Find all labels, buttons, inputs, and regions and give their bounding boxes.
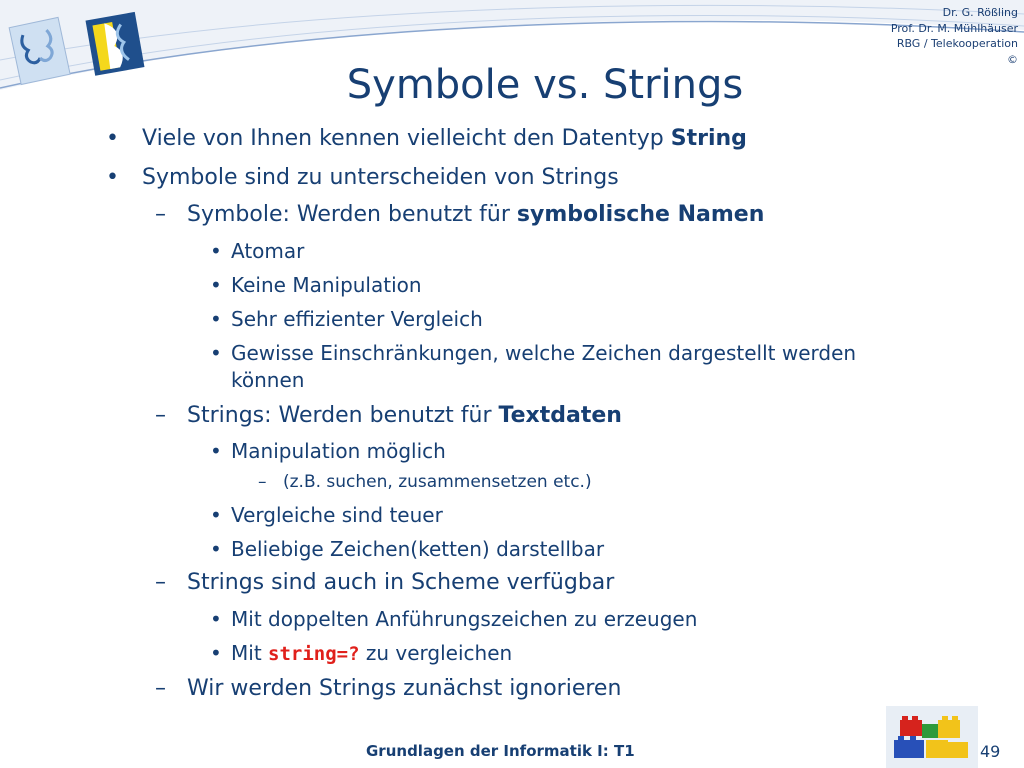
bullet-marker: • <box>106 126 119 151</box>
sub-bullet-text: Wir werden Strings zunächst ignorieren <box>187 676 622 701</box>
sub-bullet-bold-text: symbolische Namen <box>516 202 765 227</box>
bullet-marker: • <box>210 607 222 631</box>
bullet-marker: • <box>210 239 222 263</box>
item-text: Sehr effizienter Vergleich <box>231 307 483 331</box>
bullet-marker: • <box>106 165 119 190</box>
sub-bullet-bold-text: Textdaten <box>498 403 622 428</box>
sub-bullet-text: Strings sind auch in Scheme verfügbar <box>187 570 615 595</box>
item-text: (z.B. suchen, zusammensetzen etc.) <box>283 472 592 492</box>
bullet-marker: • <box>210 503 222 527</box>
bullet-text: Viele von Ihnen kennen vielleicht den Datentyp <box>142 126 671 151</box>
bullet-marker: • <box>210 273 222 297</box>
page-number: 49 <box>980 742 1001 761</box>
lego-bricks-icon <box>886 706 978 768</box>
item-text: können <box>231 368 305 392</box>
bullet-marker: • <box>210 439 222 463</box>
sub-bullet-text: Symbole: Werden benutzt für <box>187 202 517 227</box>
bullet-marker: • <box>210 341 222 365</box>
item-text: Beliebige Zeichen(ketten) darstellbar <box>231 537 605 561</box>
item-text: Manipulation möglich <box>231 439 446 463</box>
item-text: Gewisse Einschränkungen, welche Zeichen dargestellt werden <box>231 341 857 365</box>
author-line: RBG / Telekooperation <box>896 37 1018 50</box>
slide-title-container <box>0 62 1024 108</box>
dash-marker: – <box>258 472 267 492</box>
item-text: Atomar <box>231 239 305 263</box>
bullet-marker: • <box>210 537 222 561</box>
bullet-text: Symbole sind zu unterscheiden von Strings <box>142 165 619 190</box>
item-text: zu vergleichen <box>359 641 513 665</box>
bullet-marker: • <box>210 641 222 665</box>
bullet-bold-text: String <box>670 126 747 151</box>
copyright-mark: © <box>1007 52 1018 66</box>
item-text: Keine Manipulation <box>231 273 422 297</box>
dash-marker: – <box>155 570 166 595</box>
code-snippet: string=? <box>268 643 360 665</box>
sub-bullet-text: Strings: Werden benutzt für <box>187 403 499 428</box>
item-text: Mit doppelten Anführungszeichen zu erzeugen <box>231 607 698 631</box>
item-text: Mit <box>231 641 269 665</box>
dash-marker: – <box>155 676 166 701</box>
bullet-marker: • <box>210 307 222 331</box>
dash-marker: – <box>155 202 166 227</box>
author-line: Dr. G. Rößling <box>942 6 1018 19</box>
slide-title: Symbole vs. Strings <box>346 62 744 108</box>
item-text: Vergleiche sind teuer <box>231 503 443 527</box>
footer-course-title: Grundlagen der Informatik I: T1 <box>366 742 635 760</box>
dash-marker: – <box>155 403 166 428</box>
author-line: Prof. Dr. M. Mühlhäuser <box>890 21 1018 35</box>
author-info <box>891 5 1018 67</box>
